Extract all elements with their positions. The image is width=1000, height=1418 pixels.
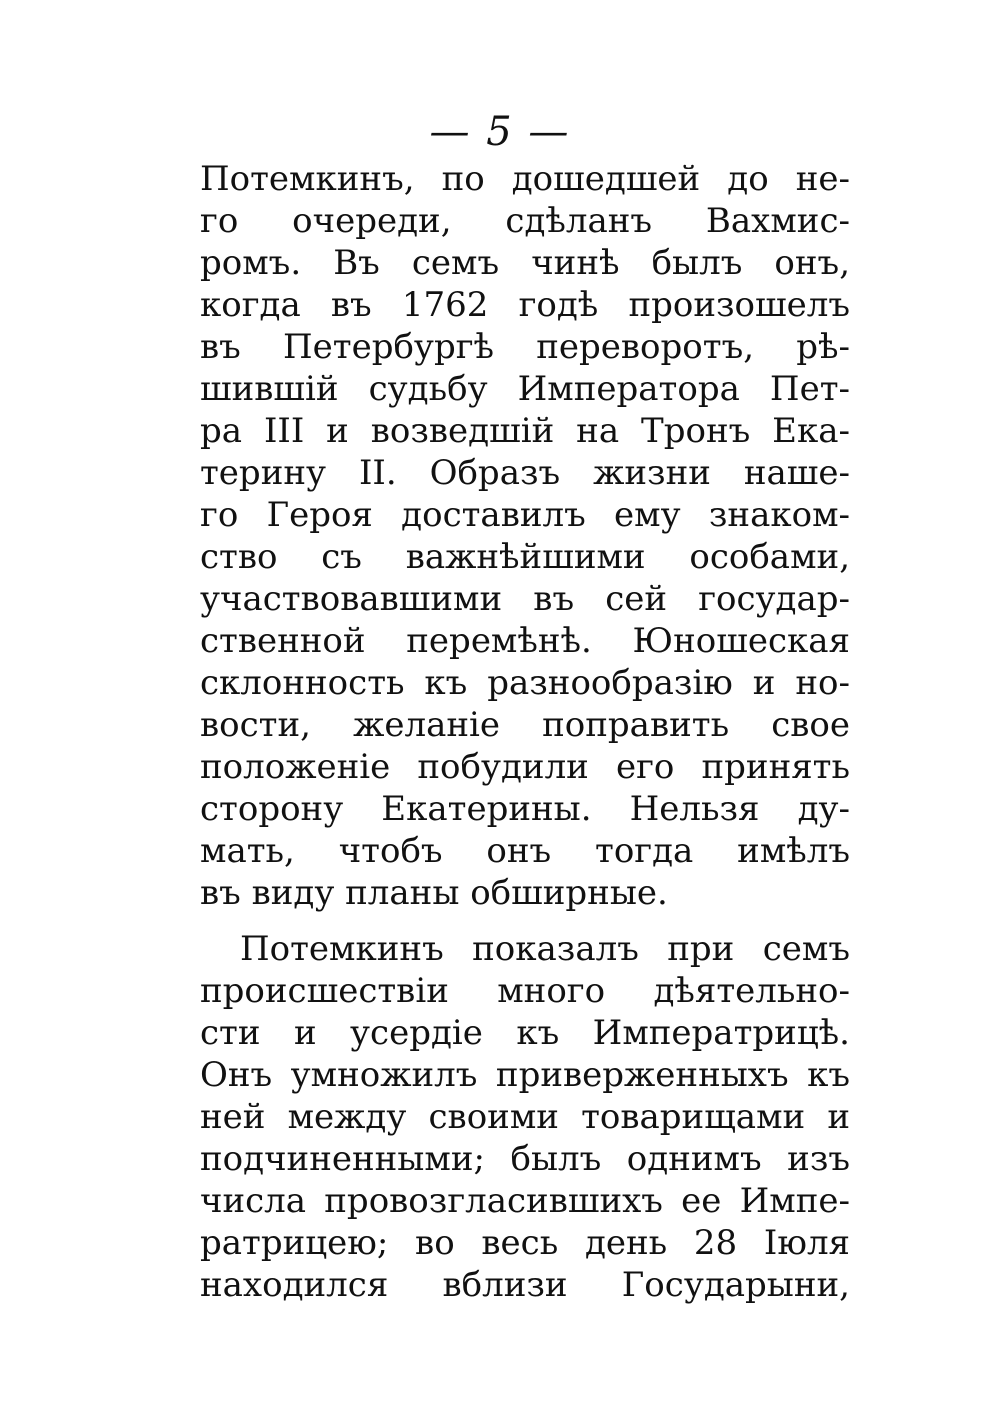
text-line: го Героя доставилъ ему знаком- (200, 495, 850, 535)
text-line: ство съ важнѣйшими особами, (200, 537, 850, 577)
text-line: сторону Екатерины. Нельзя ду- (200, 789, 850, 829)
text-line: терину II. Образъ жизни наше- (200, 453, 850, 493)
paragraph-2 (200, 928, 850, 1306)
text-line: ней между своими товарищами и (200, 1097, 850, 1137)
text-line: происшествіи много дѣятельно- (200, 971, 850, 1011)
text-line: въ виду планы обширные. (200, 873, 668, 913)
text-line: Потемкинъ, по дошедшей до не- (200, 159, 850, 199)
text-line: шившій судьбу Императора Пет- (200, 369, 850, 409)
text-line: Онъ умножилъ приверженныхъ къ (200, 1055, 850, 1095)
text-line: вости, желаніе поправить свое (200, 705, 850, 745)
text-line: находился вблизи Государыни, (200, 1265, 850, 1305)
text-line: ственной перемѣнѣ. Юношеская (200, 621, 850, 661)
text-line: ра III и возведшій на Тронъ Ека- (200, 411, 850, 451)
paragraph-gap (200, 914, 850, 928)
text-line: склонность къ разнообразію и но- (200, 663, 850, 703)
text-line: когда въ 1762 годѣ произошелъ (200, 285, 850, 325)
text-line: ромъ. Въ семъ чинѣ былъ онъ, (200, 243, 850, 283)
text-line: мать, чтобъ онъ тогда имѣлъ (200, 831, 850, 871)
paragraph-1 (200, 158, 850, 914)
text-line: участвовавшими въ сей государ- (200, 579, 850, 619)
text-line: подчиненными; былъ однимъ изъ (200, 1139, 850, 1179)
text-line: сти и усердіе къ Императрицѣ. (200, 1013, 850, 1053)
page-number: — 5 — (429, 109, 571, 155)
text-line: го очереди, сдѣланъ Вахмис- (200, 201, 850, 241)
text-line: числа провозгласившихъ ее Импе- (200, 1181, 850, 1221)
text-line: въ Петербургѣ переворотъ, рѣ- (200, 327, 850, 367)
body-text (200, 158, 850, 1306)
text-line: Потемкинъ показалъ при семъ (240, 929, 850, 969)
text-line: ратрицею; во весь день 28 Іюля (200, 1223, 850, 1263)
text-line: положеніе побудили его принять (200, 747, 850, 787)
